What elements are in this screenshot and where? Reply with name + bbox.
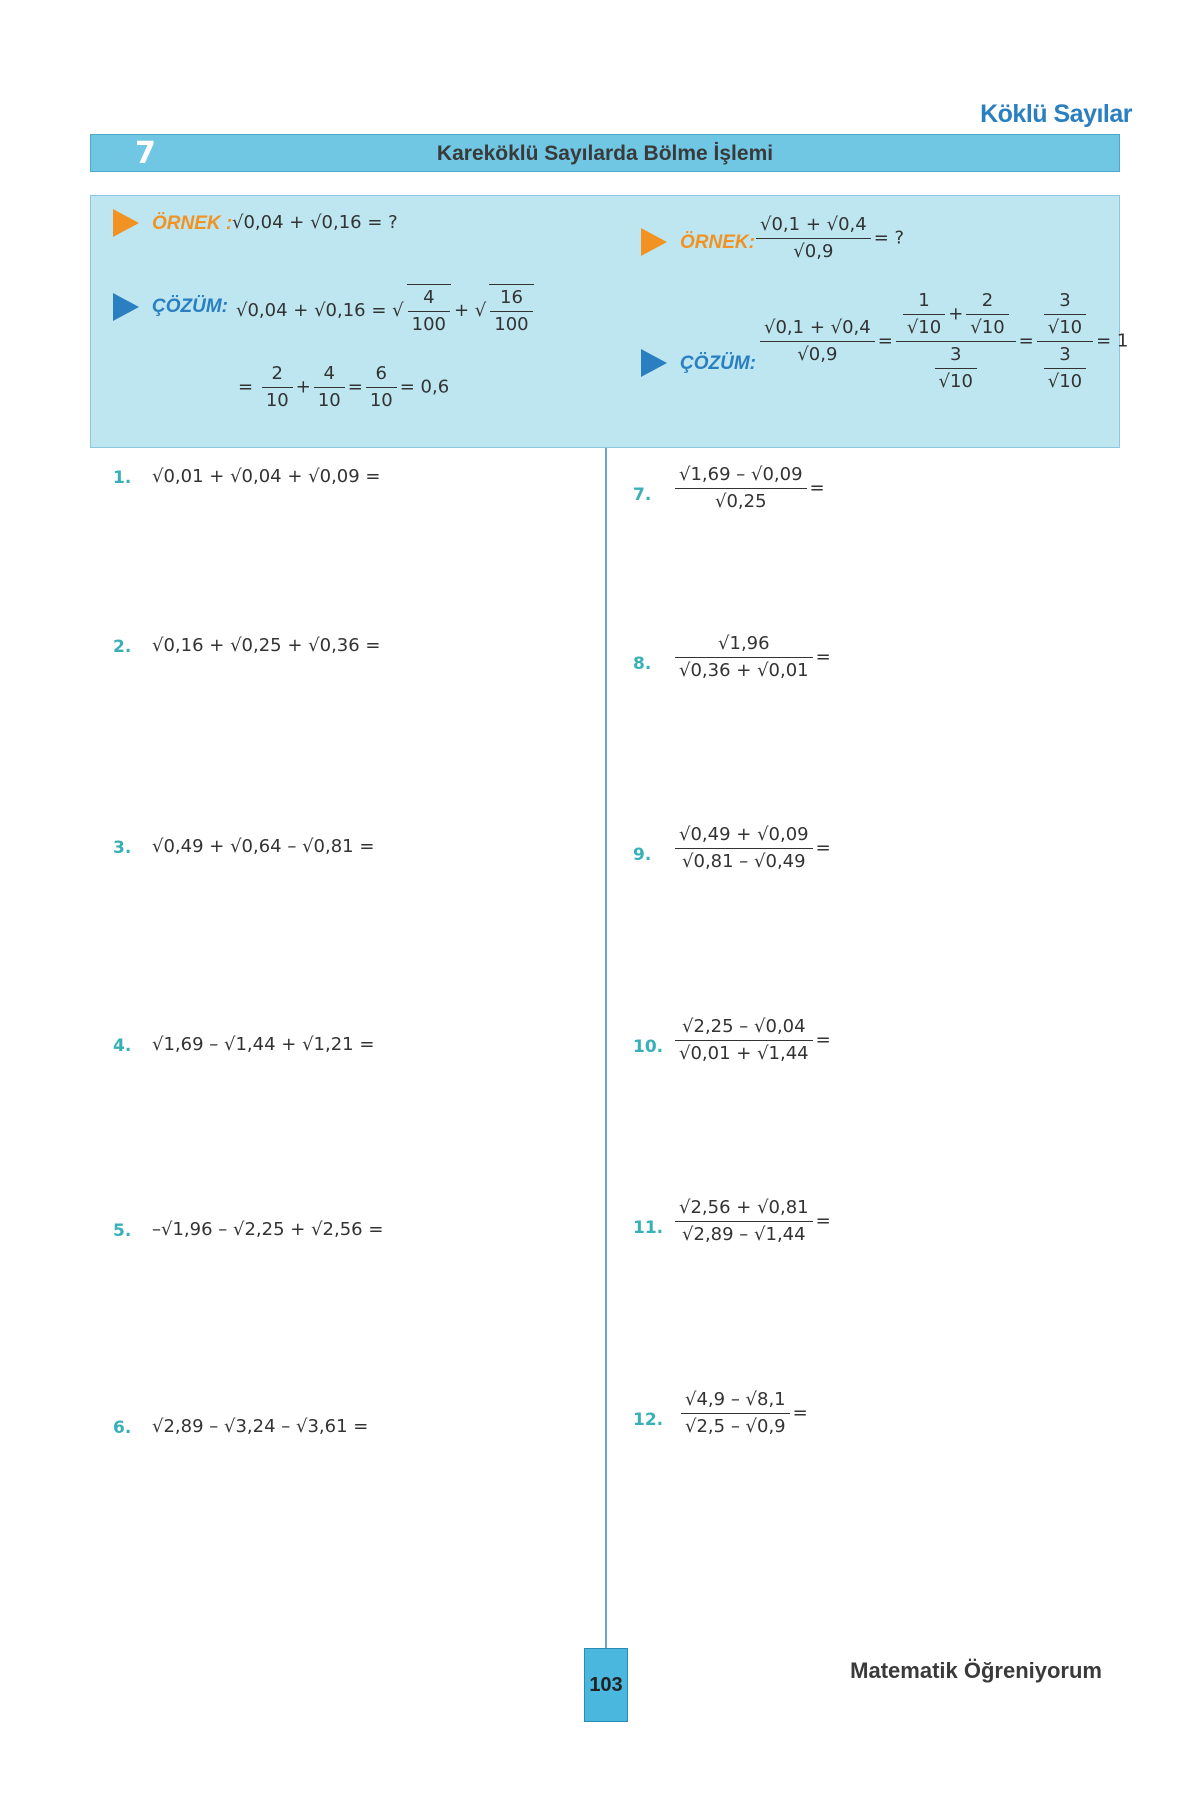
page-number: 103 [584, 1648, 628, 1722]
question-fraction: $\frac{√2,25 - √0,04}{√0,01 + √1,44}$ = [672, 1014, 831, 1067]
solution-right-steps: $\frac{√0,1 + √0,4}{√0,9}$ = $\frac{1}{√10}$ + $\frac{2}{√10}$ $\frac{3}{√10}$ = $\frac{\frac{3}{√10}}{\frac{3}{√10}}$ = 1 [757, 288, 1128, 395]
example-label: ÖRNEK : [152, 213, 233, 234]
solution-line-2: = $\frac{2}{10}$ + $\frac{4}{10}$ = $\frac{6}{10}$ = 0,6 [238, 361, 449, 414]
question-number: 9. [633, 845, 652, 865]
play-arrow-icon [641, 349, 667, 377]
fraction: $\frac{√0,1 + √0,4}{√0,9}$ [760, 315, 875, 368]
question-number: 4. [113, 1036, 132, 1056]
example-expression: $\frac{√0,1 + √0,4}{√0,9}$ = ? [753, 212, 904, 265]
solution-label: ÇÖZÜM: [152, 296, 228, 317]
section-title: Kareköklü Sayılarda Bölme İşlemi [436, 142, 774, 165]
fraction: $\frac{2}{10}$ [262, 361, 293, 414]
question-fraction: $\frac{√1,96}{√0,36 + √0,01}$ = [672, 631, 831, 684]
question-number: 5. [113, 1221, 132, 1241]
question-fraction: $\frac{√4,9 - √8,1}{√2,5 - √0,9}$ = [678, 1387, 808, 1440]
example-expression: √0,04 + √0,16 = ? [232, 212, 398, 233]
book-title: Matematik Öğreniyorum [850, 1658, 1102, 1683]
examples-box [90, 195, 1129, 448]
section-number: 7 [135, 136, 156, 171]
question-number: 6. [113, 1418, 132, 1438]
question-number: 12. [633, 1410, 664, 1430]
question-number: 7. [633, 485, 652, 505]
play-arrow-icon [113, 293, 139, 321]
topic-title: Köklü Sayılar [980, 100, 1132, 128]
solution-line-1-prefix: √0,04 + √0,16 = [236, 300, 387, 321]
fraction: $\frac{4}{100}$ [407, 284, 451, 338]
question-expression: –√1,96 – √2,25 + √2,56 = [152, 1219, 384, 1240]
question-number: 11. [633, 1218, 664, 1238]
question-fraction: $\frac{√1,69 - √0,09}{√0,25}$ = [672, 462, 825, 515]
question-expression: √0,16 + √0,25 + √0,36 = [152, 635, 381, 656]
question-number: 1. [113, 468, 132, 488]
question-number: 10. [633, 1037, 664, 1057]
fraction: $\frac{16}{100}$ [489, 284, 533, 338]
question-fraction: $\frac{√0,49 + √0,09}{√0,81 - √0,49}$ = [672, 822, 831, 875]
compound-fraction: $\frac{\frac{3}{√10}}{\frac{3}{√10}}$ [1037, 288, 1093, 395]
solution-label: ÇÖZÜM: [680, 353, 756, 374]
question-expression: √0,01 + √0,04 + √0,09 = [152, 466, 381, 487]
question-fraction: $\frac{√2,56 + √0,81}{√2,89 - √1,44}$ = [672, 1195, 831, 1248]
question-number: 3. [113, 838, 132, 858]
question-expression: √1,69 – √1,44 + √1,21 = [152, 1034, 375, 1055]
fraction: $\frac{6}{10}$ [366, 361, 397, 414]
question-number: 8. [633, 654, 652, 674]
example-label: ÖRNEK: [680, 232, 755, 253]
question-expression: √2,89 – √3,24 – √3,61 = [152, 1416, 369, 1437]
play-arrow-icon [113, 209, 139, 237]
fraction: $\frac{4}{10}$ [314, 361, 345, 414]
question-expression: √0,49 + √0,64 – √0,81 = [152, 836, 375, 857]
question-number: 2. [113, 637, 132, 657]
compound-fraction: $\frac{1}{√10}$ + $\frac{2}{√10}$ $\frac{3}{√10}$ [896, 288, 1016, 395]
play-arrow-icon [641, 228, 667, 256]
column-divider [605, 448, 607, 1650]
section-title-bar [90, 134, 1120, 172]
fraction: $\frac{√0,1 + √0,4}{√0,9}$ [756, 212, 871, 265]
solution-line-1: √0,04 + √0,16 = √ $\frac{4}{100}$ + √ $\frac{16}{100}$ [236, 284, 537, 338]
